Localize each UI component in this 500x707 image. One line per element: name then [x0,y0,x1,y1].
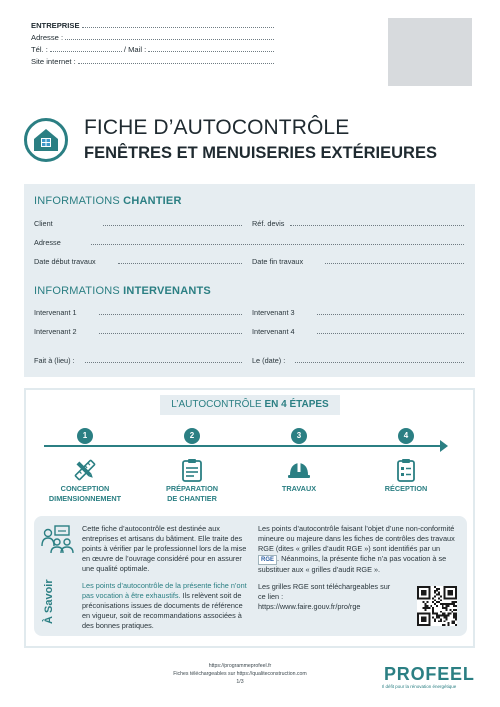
ref-devis-field[interactable] [290,225,464,226]
step-3-label: TRAVAUX [281,484,317,493]
intervenant-2-field[interactable] [99,333,242,334]
step-4-number: 4 [398,428,414,444]
a-savoir-box [34,516,467,636]
footer [150,662,330,686]
date-fin-row[interactable] [252,257,466,266]
rge-badge: RGE [258,555,277,565]
footer-page-number: 1/3 [236,679,244,685]
company-address-label: Adresse : [31,33,64,42]
date-debut-row[interactable] [34,257,244,266]
info-panel [24,184,475,377]
footer-url-fiches[interactable]: Fiches téléchargeables sur https://qualiteconstruction.com [173,671,307,677]
rge-link[interactable]: https://www.faire.gouv.fr/pro/rge [258,602,361,611]
company-address-row[interactable] [31,30,276,42]
step-1-number: 1 [77,428,93,444]
client-field[interactable] [103,225,242,226]
client-label: Client [34,219,53,228]
checklist-icon [394,458,418,482]
savoir-right-paragraph-1: Les points d’autocontrôle faisant l’objet d’une non-conformité mineure ou majeure dans les fiches de contrôles des travaux RGE (dites « grilles d’audit RGE ») sont identifiés par un RGE . Néanmoins, la présente fiche n’a pas vocation à se substituer aux « grilles d’audit RGE ». [258,524,455,574]
intervenant-3-label: Intervenant 3 [252,308,295,317]
intervenant-2-label: Intervenant 2 [34,327,77,336]
company-contact-row[interactable] [31,42,276,54]
fait-a-field[interactable] [85,362,242,363]
intervenant-3-field[interactable] [317,314,464,315]
date-fin-label: Date fin travaux [252,257,304,266]
steps-panel [24,388,475,648]
company-website-row[interactable] [31,54,276,66]
profeel-tagline: Il défit pour la rénovation énergétique [382,684,457,689]
fait-a-label: Fait à (lieu) : [34,356,75,365]
step-1-label: CONCEPTION DIMENSIONNEMENT [48,484,122,503]
fait-a-row[interactable] [34,356,244,365]
qr-code-icon[interactable] [417,586,457,626]
clipboard-form-icon [180,458,204,482]
steps-timeline [44,445,446,447]
savoir-right-paragraph-2: Les grilles RGE sont téléchargeables sur ce lien : https://www.faire.gouv.fr/pro/rge [258,582,391,611]
company-mail-label: / Mail : [123,45,147,54]
date-fin-field[interactable] [325,263,464,264]
le-date-row[interactable] [252,356,466,365]
company-address-field[interactable] [65,39,274,40]
company-block [31,18,276,66]
company-name-row[interactable] [31,18,276,30]
intervenant-3-row[interactable] [252,308,466,317]
company-name-label: ENTREPRISE [31,21,80,30]
intervenant-4-field[interactable] [317,333,464,334]
house-window-icon [24,118,68,162]
intervenant-1-field[interactable] [99,314,242,315]
a-savoir-label: À Savoir [43,579,55,624]
savoir-left-paragraph-1: Cette fiche d’autocontrôle est destinée aux entreprises et artisans du bâtiment. Elle traite des points à vérifier par le professionnel lors de la mise en œuvre de l’ouvrage considéré pour en assurer une qualité optimale. [82,524,247,573]
company-phone-field[interactable] [50,51,122,52]
le-date-field[interactable] [295,362,464,363]
intervenant-1-row[interactable] [34,308,244,317]
ref-devis-label: Réf. devis [252,219,285,228]
footer-url-programme[interactable]: https://programmeprofeel.fr [208,663,272,669]
intervenant-2-row[interactable] [34,327,244,336]
company-mail-field[interactable] [148,51,274,52]
company-website-field[interactable] [78,63,274,64]
intervenant-4-label: Intervenant 4 [252,327,295,336]
steps-title: L’AUTOCONTRÔLE EN 4 ÉTAPES [160,395,340,415]
company-logo-placeholder[interactable] [388,18,472,86]
people-presentation-icon [40,524,74,554]
savoir-left-column [82,524,252,638]
profeel-logo: PROFEEL [384,664,475,684]
adresse-label: Adresse [34,238,61,247]
timeline-arrow-icon [440,440,448,452]
company-phone-label: Tél. : [31,45,48,54]
step-3-number: 3 [291,428,307,444]
ref-devis-row[interactable] [252,219,466,228]
company-website-label: Site internet : [31,57,76,66]
date-debut-field[interactable] [118,263,242,264]
ruler-pencil-icon [73,458,97,482]
adresse-row[interactable] [34,238,466,247]
client-row[interactable] [34,219,244,228]
intervenant-4-row[interactable] [252,327,466,336]
step-2-number: 2 [184,428,200,444]
adresse-field[interactable] [91,244,464,245]
step-2-label: PRÉPARATION DE CHANTIER [165,484,219,503]
page-title: FICHE D’AUTOCONTRÔLE [84,116,350,139]
intervenant-1-label: Intervenant 1 [34,308,77,317]
chantier-section-title: INFORMATIONS CHANTIER [34,195,182,207]
intervenants-section-title: INFORMATIONS INTERVENANTS [34,285,211,297]
le-date-label: Le (date) : [252,356,286,365]
page-subtitle: FENÊTRES ET MENUISERIES EXTÉRIEURES [84,144,437,162]
hard-hat-icon [287,458,311,482]
savoir-left-paragraph-2: Les points d’autocontrôle de la présente fiche n’ont pas vocation à être exhaustifs. Ils relèvent soit de préconisations issues de documents de référence en vigueur, soit de recommandations associées à des bonnes pratiques. [82,581,247,630]
company-name-field[interactable] [82,27,274,28]
date-debut-label: Date début travaux [34,257,96,266]
step-4-label: RÉCEPTION [384,484,428,493]
